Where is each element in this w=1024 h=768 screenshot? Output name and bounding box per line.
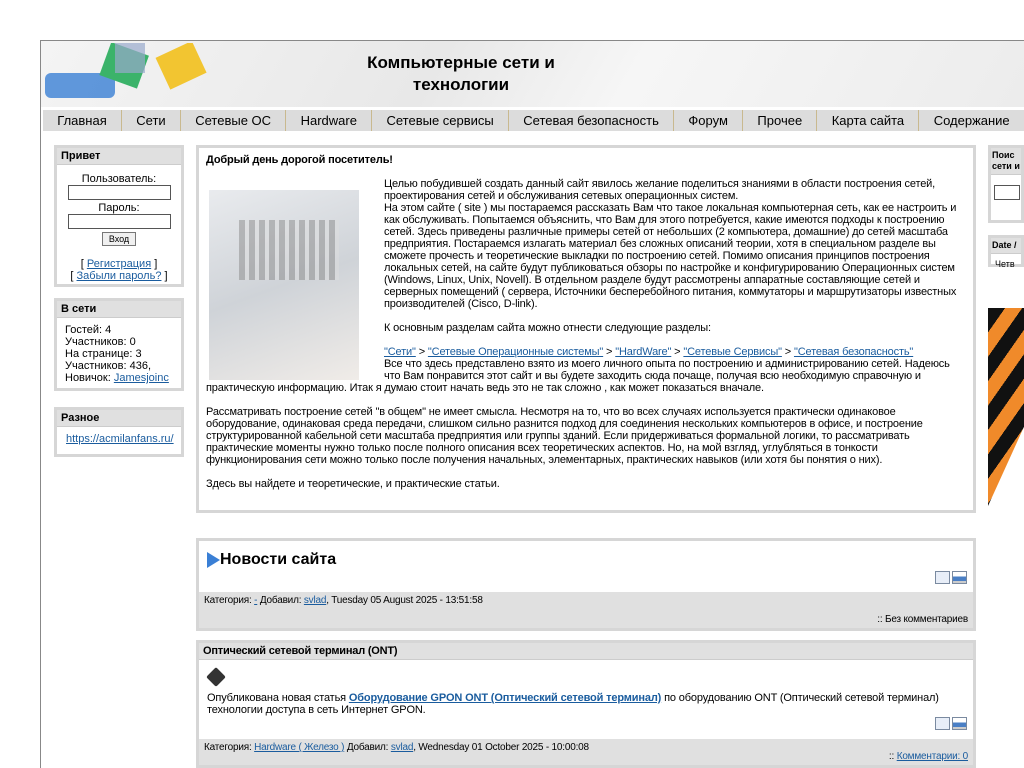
comments-link[interactable]: Комментарии: 0	[896, 751, 968, 762]
article-box: Оптический сетевой терминал (ONT) Опубликована новая статья Оборудование GPON ONT (Оптический сетевой терминал) по оборудованию ONT (Оптический сетевой терминал) технологии доступа в сеть Интернет GPON. Категория: Hardware ( Железо ) Добавил: svlad, Wednesday 01 October 2025 - 10:00:08 :: Комментарии: 0	[196, 640, 976, 768]
forgot-password-link[interactable]: Забыли пароль?	[76, 270, 162, 282]
welcome-box: Добрый день дорогой посетитель! Целью побудившей создать данный сайт явилось желание поделиться знаниями в области построения сетей, проектирования сетей и обслуживания сетевых операционных систем. На этом сайте ( site ) мы постараемся рассказать Вам что такое локальная компьютерная сеть, как ее настроить и как обслуживать. Попытаемся объяснить, что Вам для этого потребуется, какие имеются подходы к построению сетей. Здесь приведены различные примеры сетей от небольших (2 компьютера, домашние) до сетей масштаба предприятия. Постараемся излагать материал без сложных описаний теории, хотя в специальном разделе вы сможете прочесть и теоретические выкладки по построению сетей. Помимо описания принципов построения локальных сетей, на сайте будут публиковаться обзоры по настройке и конфигурированию Операционных систем (Windows, Linux, Unix, Novell). В отдельном разделе будут рассмотрены аппаратные составляющие сетей и серверных помещений ( сервера, Источники бесперебойного питания, коммутаторы и маршрутизаторы известных производителей (Cisco, D-link). К основным разделам сайта можно отнести следующие разделы: "Сети" > "Сетевые Операционные системы" > "HardWare" > "Сетевые Сервисы" > "Сетевая безопасность" Все что здесь представлено взято из моего личного опыта по построению и администрированию сетей. Надеюсь что Вам понравится этот сайт и вы будете заходить сюда почаще, получая всю необходимую справочную и практическую информацию. Итак я думаю стоит начать ведь это не так сложно , как может показаться вначале. Рассматривать построение сетей "в общем" не имеет смысла. Несмотря на то, что во всех случаях используется практически одинаковое оборудование, одинаковая среда передачи, слишком сильно разнится подход для соединения нескольких компьютеров в офисе, и построение структурированной кабельной сети масштаба предприятия или группы зданий. Если придерживаться формальной логики, то рассматривать практические моменты нужно только после полного описания всех теоретических аспектов. Но, на мой взгляд, углубляться в тонкости функционирования сети можно только после получения начальных, элементарных, практических навыков (или хотя бы понятия о них). Здесь вы найдете и теоретические, и практические статьи.	[196, 145, 976, 513]
username-input[interactable]	[68, 185, 171, 200]
nav-sitemap[interactable]: Карта сайта	[817, 110, 919, 131]
login-box: Привет Пользователь: Пароль: Вход [ Регистрация ] [ Забыли пароль? ]	[54, 145, 184, 287]
arrow-icon	[207, 552, 220, 568]
register-link[interactable]: Регистрация	[86, 258, 152, 270]
welcome-heading: Добрый день дорогой посетитель!	[206, 154, 393, 166]
search-box: Поис сети и	[988, 145, 1024, 223]
print-icon[interactable]	[952, 571, 967, 584]
patch-panel-image	[209, 190, 359, 380]
nav-forum[interactable]: Форум	[674, 110, 743, 131]
news-box	[196, 538, 976, 631]
news-title: Новости сайта	[207, 551, 973, 569]
nav-network-security[interactable]: Сетевая безопасность	[509, 110, 674, 131]
search-input[interactable]	[994, 185, 1020, 200]
password-input[interactable]	[68, 214, 171, 229]
nav-contents[interactable]: Содержание	[933, 113, 1010, 128]
article-footer: Категория: Hardware ( Железо ) Добавил: svlad, Wednesday 01 October 2025 - 10:00:08 :: Комментарии: 0	[199, 739, 973, 765]
misc-box: Разное https://acmilanfans.ru/	[54, 407, 184, 457]
nav-network-services[interactable]: Сетевые сервисы	[372, 110, 509, 131]
article-title: Оптический сетевой терминал (ONT)	[199, 643, 973, 660]
nav-home[interactable]: Главная	[43, 110, 122, 131]
newbie-link[interactable]: Jamesjoinc	[113, 372, 169, 384]
login-button[interactable]: Вход	[102, 232, 136, 246]
email-icon[interactable]	[935, 571, 950, 584]
nav-network-os[interactable]: Сетевые ОС	[181, 110, 286, 131]
misc-link[interactable]: https://acmilanfans.ru/	[66, 433, 174, 445]
sections-links: "Сети" > "Сетевые Операционные системы" > "HardWare" > "Сетевые Сервисы" > "Сетевая безопасность"	[384, 346, 914, 358]
site-title: Компьютерные сети и технологии	[367, 53, 555, 94]
main-nav	[43, 110, 1024, 131]
print-icon[interactable]	[952, 717, 967, 730]
author-link[interactable]: svlad	[303, 595, 327, 606]
email-icon[interactable]	[935, 717, 950, 730]
network-cables-logo	[45, 43, 225, 103]
nav-networks[interactable]: Сети	[122, 110, 181, 131]
news-footer: Категория: - Добавил: svlad, Tuesday 05 August 2025 - 13:51:58 :: Без комментариев	[199, 592, 973, 628]
site-header	[41, 41, 1024, 107]
nav-hardware[interactable]: Hardware	[286, 110, 372, 131]
online-box: В сети Гостей: 4 Участников: 0 На странице: 3 Участников: 436, Новичок: Jamesjoinc	[54, 298, 184, 391]
login-title: Привет	[57, 148, 181, 165]
date-box: Date / Четв	[988, 235, 1024, 267]
article-link[interactable]: Оборудование GPON ONT (Оптический сетевой терминал)	[348, 692, 662, 704]
nav-other[interactable]: Прочее	[743, 110, 817, 131]
